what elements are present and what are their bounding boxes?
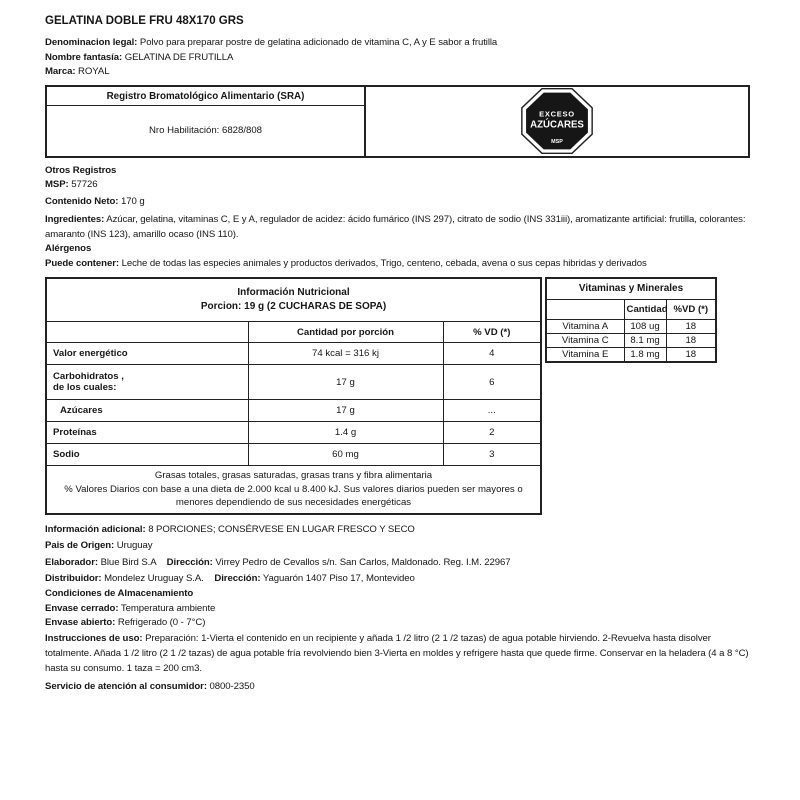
field-label: Distribuidor: <box>45 573 102 585</box>
registro-seal-cell <box>366 87 748 156</box>
field-servicio-consumidor <box>45 680 755 695</box>
field-label: Envase abierto: <box>45 617 116 629</box>
registro-table <box>45 85 750 158</box>
nutrient-qty: 17 g <box>248 365 443 400</box>
nutrient-qty: 74 kcal = 316 kj <box>248 343 443 365</box>
field-label: Ingredientes: <box>45 213 105 225</box>
field-distribuidor <box>45 572 755 587</box>
nutrient-vd: 4 <box>443 343 541 365</box>
otros-registros-heading: Otros Registros <box>45 164 117 176</box>
field-value: Temperatura ambiente <box>120 602 216 614</box>
field-value: 57726 <box>71 179 98 191</box>
field-value: GELATINA DE FRUTILLA <box>124 51 234 63</box>
field-value: 170 g <box>121 195 145 207</box>
field-value: Leche de todas las especies animales y productos derivados, Trigo, centeno, cebada, avena o sus cepas hibridas y derivados <box>121 258 647 270</box>
field-elaborador <box>45 556 755 571</box>
field-label: Nombre fantasía: <box>45 51 123 63</box>
nutrient-name: Valor energético <box>46 343 248 365</box>
field-value: 0800-2350 <box>209 680 255 692</box>
field-value: Virrey Pedro de Cevallos s/n. San Carlos, Maldonado. Reg. I.M. 22967 <box>215 556 511 568</box>
vitamin-qty: 108 ug <box>624 319 666 333</box>
field-value: Preparación: 1-Vierta el contenido en un recipiente y añada 1 /2 litro (2 1 /2 tazas) de agua potable hirviendo. 2-Revuelva hasta disolver totalmente. Añada 1 /2 litro (2 1 /2 tazas) de agua potable fría revolviendo bien 3-Vierta en moldes y refrigere hasta que quede firme. Conservar en la heladera (4 a 8 °C) hasta su consumo. 1 taza = 200 cm3. <box>45 632 749 674</box>
nutrient-qty: 1.4 g <box>248 422 443 444</box>
vitamin-name: Vitamina E <box>546 347 624 362</box>
vitamin-qty: 8.1 mg <box>624 333 666 347</box>
tables-row <box>45 277 755 515</box>
field-value: Mondelez Uruguay S.A. <box>104 573 204 585</box>
exceso-azucares-octagon-icon <box>521 88 593 154</box>
field-value: Uruguay <box>116 540 153 552</box>
vitamin-vd: 18 <box>666 333 716 347</box>
field-instrucciones-uso <box>45 631 755 676</box>
field-nombre-fantasia <box>45 51 755 66</box>
nutrition-col-vd: % VD (*) <box>443 322 541 343</box>
field-envase-abierto <box>45 616 755 631</box>
vitamin-name: Vitamina C <box>546 333 624 347</box>
vitamins-col-blank <box>546 299 624 319</box>
table-row <box>46 444 541 466</box>
vitamins-table <box>545 277 717 363</box>
field-contenido-neto <box>45 195 755 210</box>
table-row <box>46 343 541 365</box>
field-value: ROYAL <box>78 66 110 78</box>
vitamin-vd: 18 <box>666 347 716 362</box>
nutrient-qty: 60 mg <box>248 444 443 466</box>
seal-line-msp: MSP <box>551 139 563 146</box>
field-label: Dirección: <box>214 573 261 585</box>
nutrition-title: Información Nutricional <box>237 287 350 299</box>
field-label: Marca: <box>45 66 76 78</box>
nutrient-vd: 3 <box>443 444 541 466</box>
table-row <box>46 365 541 400</box>
product-title: GELATINA DOBLE FRU 48X170 GRS <box>45 15 244 27</box>
vitamin-vd: 18 <box>666 319 716 333</box>
field-label: Envase cerrado: <box>45 602 119 614</box>
nutrition-footnote-2: % Valores Diarios con base a una dieta de 2.000 kcal u 8.400 kJ. Sus valores diarios pueden ser mayores o menores dependiendo de sus necesidades energéticas <box>64 483 523 509</box>
nutrient-name: Carbohidratos , de los cuales: <box>46 365 248 400</box>
field-marca <box>45 65 755 80</box>
seal-line-azucares: AZÚCARES <box>530 119 584 131</box>
vitamins-col-cantidad: Cantidad <box>624 299 666 319</box>
nutrient-name: Sodio <box>46 444 248 466</box>
nutrient-name: Proteínas <box>46 422 248 444</box>
field-label: Contenido Neto: <box>45 195 119 207</box>
field-value: Polvo para preparar postre de gelatina adicionado de vitamina C, A y E sabor a frutilla <box>139 37 498 48</box>
nutrient-qty: 17 g <box>248 400 443 422</box>
alergenos-heading: Alérgenos <box>45 242 92 254</box>
nutrition-title-cell <box>46 278 541 322</box>
field-puede-contener <box>45 256 755 271</box>
table-row <box>46 422 541 444</box>
registro-header: Registro Bromatológico Alimentario (SRA) <box>47 87 364 106</box>
table-row <box>546 333 716 347</box>
vitamin-name: Vitamina A <box>546 319 624 333</box>
nutrient-name: Azúcares <box>46 400 248 422</box>
field-label: Elaborador: <box>45 556 98 568</box>
table-row <box>46 400 541 422</box>
field-denominacion-legal <box>45 36 755 51</box>
nutrition-table <box>45 277 542 515</box>
nutrient-vd: 6 <box>443 365 541 400</box>
condiciones-heading: Condiciones de Almacenamiento <box>45 588 194 600</box>
nutrient-vd: 2 <box>443 422 541 444</box>
field-label: Denominacion legal: <box>45 37 138 48</box>
field-label: Instrucciones de uso: <box>45 632 143 644</box>
footer-block <box>45 523 755 695</box>
field-value: Yaguarón 1407 Piso 17, Montevideo <box>262 573 415 585</box>
nutrition-col-cantidad: Cantidad por porción <box>248 322 443 343</box>
nutrient-vd: ... <box>443 400 541 422</box>
nutrition-footnote-1: Grasas totales, grasas saturadas, grasas trans y fibra alimentaria <box>154 470 433 482</box>
field-value: Blue Bird S.A <box>100 556 157 568</box>
seal-line-exceso: EXCESO <box>539 109 575 119</box>
field-value: Refrigerado (0 - 7°C) <box>117 617 206 629</box>
field-label: Pais de Origen: <box>45 540 115 552</box>
vitamin-qty: 1.8 mg <box>624 347 666 362</box>
nutrition-subtitle: Porcion: 19 g (2 CUCHARAS DE SOPA) <box>200 301 387 313</box>
field-label: Dirección: <box>166 556 213 568</box>
nutrition-footnotes <box>46 466 541 514</box>
field-label: MSP: <box>45 179 69 191</box>
field-label: Información adicional: <box>45 523 146 535</box>
field-pais-origen <box>45 539 755 554</box>
table-row <box>546 347 716 362</box>
field-msp <box>45 178 755 193</box>
table-row <box>546 319 716 333</box>
vitamins-col-vd: %VD (*) <box>666 299 716 319</box>
field-ingredientes <box>45 212 755 242</box>
registro-habilitacion: Nro Habilitación: 6828/808 <box>148 125 263 137</box>
field-value: Azúcar, gelatina, vitaminas C, E y A, regulador de acidez: ácido fumárico (INS 297), citrato de sodio (INS 331iii), aromatizante artificial: frutilla, colorantes: amaranto (INS 123), amarillo ocaso (INS 110). <box>45 213 746 240</box>
field-informacion-adicional <box>45 523 755 538</box>
registro-left-column <box>47 87 366 156</box>
field-label: Servicio de atención al consumidor: <box>45 680 207 692</box>
nutrition-col-blank <box>46 322 248 343</box>
vitamins-title: Vitaminas y Minerales <box>546 278 716 299</box>
field-envase-cerrado <box>45 602 755 617</box>
field-value: 8 PORCIONES; CONSÉRVESE EN LUGAR FRESCO Y SECO <box>148 523 415 535</box>
field-label: Puede contener: <box>45 258 119 270</box>
